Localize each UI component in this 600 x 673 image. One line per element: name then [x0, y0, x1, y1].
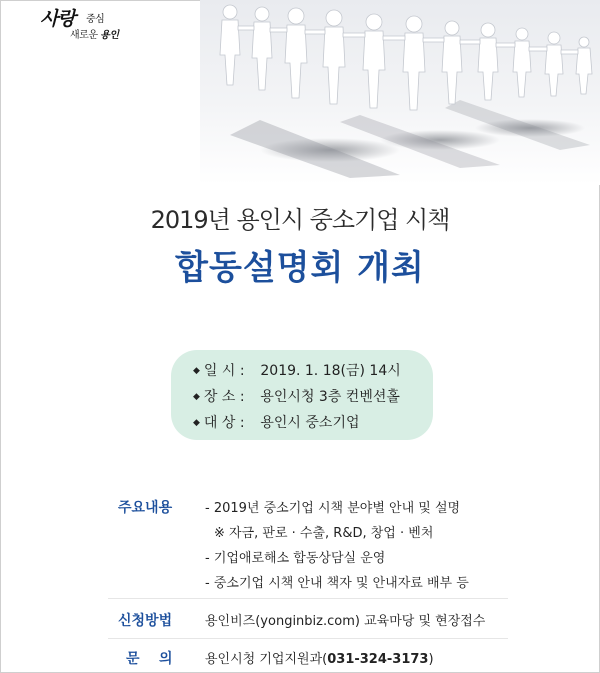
divider	[108, 598, 508, 599]
event-info-label: 일 시 :	[203, 363, 245, 379]
event-info-label: 대 상 :	[203, 415, 245, 431]
contact-prefix: 용인시청 기업지원과(	[205, 652, 328, 667]
contact-phone: 031-324-3173	[327, 652, 429, 667]
city-logo	[40, 6, 150, 44]
content-line-2: ※ 자금, 판로 · 수출, R&D, 창업 · 벤처	[214, 526, 434, 541]
content-label: 주요내용	[118, 500, 173, 516]
event-info-value: 용인시청 3층 컨벤션홀	[260, 389, 400, 405]
title-line-1: 2019년 용인시 중소기업 시책	[150, 206, 450, 234]
logo-main-text: 사랑	[40, 8, 75, 30]
apply-text: 용인비즈(yonginbiz.com) 교육마당 및 현장접수	[205, 614, 486, 629]
event-info-value: 용인시 중소기업	[260, 415, 360, 431]
event-info-place	[193, 386, 400, 406]
contact-text	[205, 648, 434, 667]
content-line-1: - 2019년 중소기업 시책 분야별 안내 및 설명	[205, 501, 461, 516]
event-info-value: 2019. 1. 18(금) 14시	[260, 363, 401, 379]
hero-paper-people-image	[200, 0, 600, 185]
content-line-3: - 기업애로해소 합동상담실 운영	[205, 551, 386, 566]
contact-suffix: )	[428, 652, 434, 667]
event-info-date	[193, 360, 401, 380]
event-info-label: 장 소 :	[203, 389, 245, 405]
divider	[108, 638, 508, 639]
logo-sub-text: 중심	[86, 14, 105, 25]
logo-slogan-prefix: 새로운	[70, 30, 98, 41]
diamond-bullet-icon: ◆	[193, 366, 200, 376]
apply-label: 신청방법	[118, 613, 173, 629]
diamond-bullet-icon: ◆	[193, 392, 200, 402]
logo-slogan-city: 용인	[100, 30, 119, 41]
title-line-2: 합동설명회 개최	[175, 248, 425, 288]
event-info-target	[193, 412, 360, 432]
event-info-box	[171, 350, 433, 440]
logo-slogan	[70, 26, 119, 41]
content-line-4: - 중소기업 시책 안내 책자 및 안내자료 배부 등	[205, 576, 469, 591]
contact-label: 문 의	[126, 651, 173, 667]
diamond-bullet-icon: ◆	[193, 418, 200, 428]
